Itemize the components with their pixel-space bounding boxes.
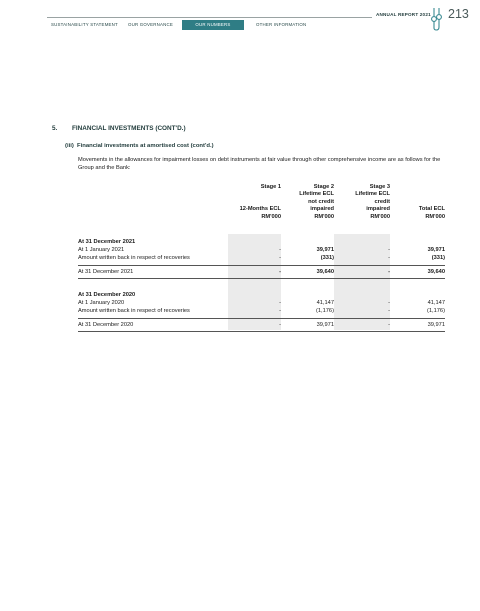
nav-tab-sustainability-statement[interactable]: SUSTAINABILITY STATEMENT <box>51 22 118 27</box>
header-rule <box>47 17 372 18</box>
section-title: FINANCIAL INVESTMENTS (CONT'D.) <box>72 125 186 132</box>
subsection-title: Financial investments at amortised cost (cont'd.) <box>77 143 214 149</box>
table-row: At 1 January 2020 - 41,147 - 41,147 <box>78 300 445 306</box>
total-rule-top-2021 <box>78 265 445 266</box>
table-total-row-2020: At 31 December 2020 - 39,971 - 39,971 <box>78 322 445 328</box>
company-logo-icon <box>430 7 444 31</box>
nav-tab-our-numbers[interactable]: OUR NUMBERS <box>182 20 244 30</box>
col-header-total: Total ECL RM'000 <box>418 206 445 220</box>
group-title-2020: At 31 December 2020 <box>78 292 136 298</box>
page-number: 213 <box>448 7 469 21</box>
subsection-heading <box>65 143 214 149</box>
total-rule-bottom-2020 <box>78 331 445 332</box>
col-header-stage1: Stage 1 12-Months ECL RM'000 <box>239 184 281 220</box>
intro-paragraph: Movements in the allowances for impairment losses on debt instruments at fair value through other comprehensive income are as follows for the Group and the Bank: <box>78 157 441 171</box>
table-row: At 1 January 2021 - 39,971 - 39,971 <box>78 247 445 253</box>
nav-tab-our-governance[interactable]: OUR GOVERNANCE <box>128 22 174 27</box>
subsection-number: (iii) <box>65 143 74 149</box>
total-rule-top-2020 <box>78 318 445 319</box>
table-total-row-2021: At 31 December 2021 - 39,640 - 39,640 <box>78 269 445 275</box>
nav-tab-other-information[interactable]: OTHER INFORMATION <box>256 22 307 27</box>
report-title: ANNUAL REPORT 2021 <box>376 12 431 17</box>
table-row: Amount written back in respect of recoveries - (1,176) - (1,176) <box>78 308 445 314</box>
section-number: 5. <box>52 125 58 132</box>
section-heading <box>52 125 186 132</box>
col-header-stage3: Stage 3 Lifetime ECL credit impaired RM'000 <box>355 184 390 220</box>
group-title-2021: At 31 December 2021 <box>78 239 136 245</box>
total-rule-bottom-2021 <box>78 278 445 279</box>
table-row: Amount written back in respect of recoveries - (331) - (331) <box>78 255 445 261</box>
col-header-stage2: Stage 2 Lifetime ECL not credit impaired RM'000 <box>299 184 334 220</box>
